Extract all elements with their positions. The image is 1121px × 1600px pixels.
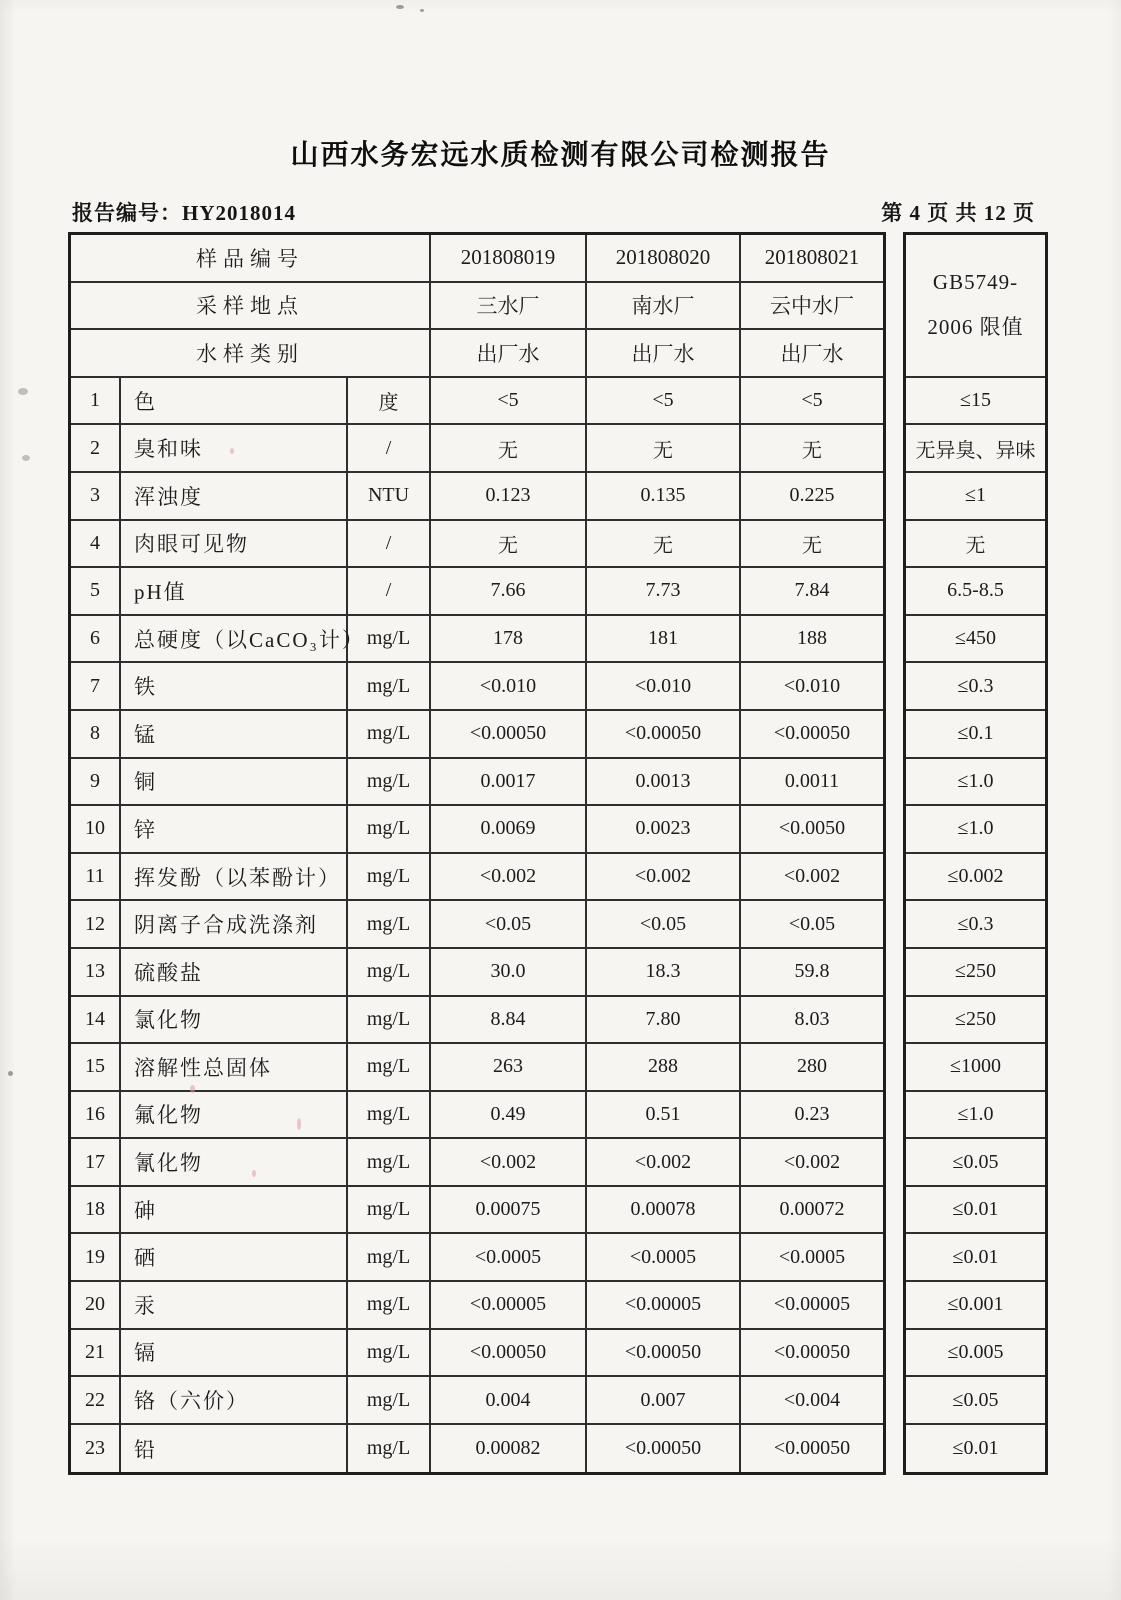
parameter-unit: mg/L: [348, 1092, 431, 1138]
parameter-unit: /: [348, 521, 431, 567]
sample2-value: <0.010: [587, 663, 741, 709]
scan-speck: [230, 448, 234, 454]
parameter-unit: mg/L: [348, 1425, 431, 1473]
sample1-value: 30.0: [431, 949, 587, 995]
sample1-value: 0.0069: [431, 806, 587, 852]
parameter-unit: mg/L: [348, 806, 431, 852]
sample3-value: <0.00050: [773, 1437, 851, 1460]
sample3-value: 无: [802, 534, 822, 557]
sample2-value: 181: [587, 616, 741, 662]
row-index: 5: [71, 568, 121, 614]
row-index: 16: [71, 1092, 121, 1138]
sample-number: 201808020: [587, 235, 741, 281]
table-row: [71, 1092, 883, 1140]
header-label: 采样地点: [71, 283, 431, 329]
sample2-value: 0.0013: [587, 759, 741, 805]
report-meta-row: [72, 197, 1035, 227]
sample3-value: 7.84: [794, 579, 830, 602]
sample1-value: <0.0005: [431, 1234, 587, 1280]
parameter-name: 氯化物: [121, 997, 348, 1043]
sample2-value: <0.05: [587, 901, 741, 947]
row-index: 8: [71, 711, 121, 757]
parameter-name: 氟化物: [121, 1092, 348, 1138]
table-row: [71, 1139, 883, 1187]
parameter-name: 臭和味: [121, 425, 348, 471]
sample3-value: 0.00072: [779, 1198, 845, 1221]
sample2-value: 7.80: [587, 997, 741, 1043]
parameter-name: pH值: [121, 568, 348, 614]
sample1-value: <0.010: [431, 663, 587, 709]
parameter-unit: NTU: [348, 473, 431, 519]
table-row: [71, 949, 883, 997]
row-index: 20: [71, 1282, 121, 1328]
limit-value: ≤0.01: [906, 1234, 1045, 1282]
table-row: [71, 759, 883, 807]
table-row: [71, 378, 883, 426]
parameter-unit: mg/L: [348, 1330, 431, 1376]
sample1-value: 0.0017: [431, 759, 587, 805]
sample1-value: 178: [431, 616, 587, 662]
report-number: 报告编号：HY2018014: [72, 201, 296, 225]
parameter-name: 肉眼可见物: [121, 521, 348, 567]
table-row: [71, 568, 883, 616]
row-index: 4: [71, 521, 121, 567]
parameter-name: 阴离子合成洗涤剂: [121, 901, 348, 947]
parameter-name: 硒: [121, 1234, 348, 1280]
sample2-value: <5: [587, 378, 741, 424]
parameter-name: 铁: [121, 663, 348, 709]
parameter-name: 溶解性总固体: [121, 1044, 348, 1090]
row-index: 9: [71, 759, 121, 805]
sample3-value: 0.0011: [784, 769, 840, 792]
parameter-name: 总硬度（以CaCO₃计）: [121, 616, 348, 662]
limit-value: ≤1.0: [906, 806, 1045, 854]
sample1-value: <0.002: [431, 854, 587, 900]
sample1-value: 0.123: [431, 473, 587, 519]
sample1-value: 无: [431, 521, 587, 567]
limit-value: ≤1000: [906, 1044, 1045, 1092]
parameter-unit: mg/L: [348, 901, 431, 947]
row-index: 1: [71, 378, 121, 424]
sample1-value: <5: [431, 378, 587, 424]
sample3-value: 59.8: [794, 960, 830, 983]
sample3-value: 0.225: [789, 484, 835, 507]
table-row: [71, 901, 883, 949]
limit-value: ≤0.3: [906, 901, 1045, 949]
table-row: [71, 521, 883, 569]
results-table: [68, 232, 1048, 1475]
sample3-value: <0.00005: [773, 1293, 851, 1316]
sample3-value: 无: [802, 439, 822, 462]
limit-value: ≤0.05: [906, 1377, 1045, 1425]
table-row: [71, 1425, 883, 1473]
limit-value: 6.5-8.5: [906, 568, 1045, 616]
header-row: [71, 283, 883, 331]
limit-value: ≤0.1: [906, 711, 1045, 759]
table-row: [71, 1187, 883, 1235]
sample2-value: 无: [587, 521, 741, 567]
parameter-name: 镉: [121, 1330, 348, 1376]
row-index: 11: [71, 854, 121, 900]
row-index: 13: [71, 949, 121, 995]
sample2-value: 无: [587, 425, 741, 471]
limit-standard-header: [906, 235, 1045, 378]
sample2-value: 0.135: [587, 473, 741, 519]
scan-speck: [22, 455, 30, 461]
parameter-unit: mg/L: [348, 663, 431, 709]
sample1-value: <0.00050: [431, 711, 587, 757]
table-row: [71, 1330, 883, 1378]
limit-value: ≤0.002: [906, 854, 1045, 902]
scan-speck: [297, 1118, 301, 1130]
limit-value: ≤15: [906, 378, 1045, 426]
sample1-value: 0.00082: [431, 1425, 587, 1473]
sample2-value: <0.00050: [587, 1425, 741, 1473]
table-separator: [886, 232, 903, 1475]
sample1-value: <0.05: [431, 901, 587, 947]
scan-speck: [8, 1071, 13, 1076]
sampling-site: 云中水厂: [770, 294, 854, 319]
row-index: 7: [71, 663, 121, 709]
sample-number: 201808019: [431, 235, 587, 281]
parameter-name: 浑浊度: [121, 473, 348, 519]
sample2-value: 0.007: [587, 1377, 741, 1423]
parameter-unit: 度: [348, 378, 431, 424]
limit-standard-line2: 2006 限值: [927, 314, 1024, 339]
row-index: 10: [71, 806, 121, 852]
page-indicator: 第 4 页 共 12 页: [881, 201, 1035, 225]
sample3-value: <0.010: [783, 674, 841, 697]
parameter-unit: mg/L: [348, 1234, 431, 1280]
sample2-value: <0.0005: [587, 1234, 741, 1280]
parameter-unit: mg/L: [348, 1282, 431, 1328]
parameter-unit: mg/L: [348, 1139, 431, 1185]
limit-value: 无: [906, 521, 1045, 569]
page-title: 山西水务宏远水质检测有限公司检测报告: [290, 139, 831, 170]
table-row: [71, 806, 883, 854]
limit-value: ≤0.01: [906, 1187, 1045, 1235]
sample1-value: 7.66: [431, 568, 587, 614]
sample2-value: <0.002: [587, 1139, 741, 1185]
row-index: 12: [71, 901, 121, 947]
limit-value: ≤250: [906, 949, 1045, 997]
row-index: 22: [71, 1377, 121, 1423]
parameter-unit: mg/L: [348, 949, 431, 995]
table-row: [71, 1282, 883, 1330]
scan-speck: [18, 388, 28, 395]
header-label: 样品编号: [71, 235, 431, 281]
sample3-value: <0.05: [788, 912, 836, 935]
parameter-name: 挥发酚（以苯酚计）: [121, 854, 348, 900]
sample2-value: <0.00005: [587, 1282, 741, 1328]
sample2-value: 18.3: [587, 949, 741, 995]
scan-speck: [396, 5, 404, 9]
sample3-value: 188: [797, 627, 827, 650]
parameters-table: [68, 232, 886, 1475]
parameter-unit: /: [348, 425, 431, 471]
parameter-name: 汞: [121, 1282, 348, 1328]
sample2-value: <0.002: [587, 854, 741, 900]
parameter-name: 硫酸盐: [121, 949, 348, 995]
limit-value: ≤1.0: [906, 1092, 1045, 1140]
limit-value: ≤450: [906, 616, 1045, 664]
sample1-value: <0.002: [431, 1139, 587, 1185]
row-index: 2: [71, 425, 121, 471]
row-index: 23: [71, 1425, 121, 1473]
sample1-value: 263: [431, 1044, 587, 1090]
parameter-name: 砷: [121, 1187, 348, 1233]
parameter-name: 锰: [121, 711, 348, 757]
sample1-value: <0.00050: [431, 1330, 587, 1376]
scan-speck: [190, 1085, 195, 1093]
scan-speck: [420, 9, 424, 12]
sample3-value: <0.002: [783, 1150, 841, 1173]
parameter-unit: mg/L: [348, 616, 431, 662]
sample3-value: 280: [797, 1055, 827, 1078]
limit-column: [903, 232, 1048, 1475]
limit-value: ≤0.001: [906, 1282, 1045, 1330]
sample2-value: <0.00050: [587, 1330, 741, 1376]
scan-speck: [252, 1170, 256, 1177]
sample3-value: <0.00050: [773, 1340, 851, 1363]
sample2-value: 288: [587, 1044, 741, 1090]
sample3-value: 8.03: [794, 1007, 830, 1030]
table-row: [71, 616, 883, 664]
parameter-name: 铬（六价）: [121, 1377, 348, 1423]
sample-category: 出厂水: [431, 330, 587, 376]
header-label: 水样类别: [71, 330, 431, 376]
row-index: 21: [71, 1330, 121, 1376]
header-row: [71, 330, 883, 378]
parameter-unit: mg/L: [348, 854, 431, 900]
row-index: 15: [71, 1044, 121, 1090]
parameter-unit: mg/L: [348, 759, 431, 805]
parameter-name: 色: [121, 378, 348, 424]
sample3-value: <0.0050: [778, 817, 846, 840]
sample1-value: <0.00005: [431, 1282, 587, 1328]
table-row: [71, 854, 883, 902]
row-index: 14: [71, 997, 121, 1043]
sample2-value: 0.0023: [587, 806, 741, 852]
sample3-value: 0.23: [794, 1102, 830, 1125]
row-index: 19: [71, 1234, 121, 1280]
limit-value: 无异臭、异味: [906, 425, 1045, 473]
table-row: [71, 1234, 883, 1282]
sample-category: 出厂水: [780, 341, 844, 366]
sample1-value: 0.004: [431, 1377, 587, 1423]
row-index: 18: [71, 1187, 121, 1233]
sample3-value: <0.002: [783, 865, 841, 888]
parameter-unit: mg/L: [348, 1187, 431, 1233]
limit-value: ≤0.05: [906, 1139, 1045, 1187]
parameter-name: 氰化物: [121, 1139, 348, 1185]
parameter-unit: mg/L: [348, 997, 431, 1043]
sample3-value: <5: [801, 389, 823, 412]
sample1-value: 无: [431, 425, 587, 471]
limit-value: ≤0.005: [906, 1330, 1045, 1378]
row-index: 17: [71, 1139, 121, 1185]
parameter-unit: mg/L: [348, 711, 431, 757]
parameter-name: 铜: [121, 759, 348, 805]
sample2-value: 7.73: [587, 568, 741, 614]
limit-standard-line1: GB5749-: [932, 269, 1019, 294]
parameter-unit: mg/L: [348, 1044, 431, 1090]
table-row: [71, 1377, 883, 1425]
sample3-value: <0.00050: [773, 722, 851, 745]
row-index: 3: [71, 473, 121, 519]
parameter-unit: mg/L: [348, 1377, 431, 1423]
sample2-value: 0.00078: [587, 1187, 741, 1233]
table-row: [71, 711, 883, 759]
table-row: [71, 663, 883, 711]
table-row: [71, 997, 883, 1045]
table-row: [71, 473, 883, 521]
row-index: 6: [71, 616, 121, 662]
sample1-value: 8.84: [431, 997, 587, 1043]
sampling-site: 三水厂: [431, 283, 587, 329]
sample1-value: 0.49: [431, 1092, 587, 1138]
sample-number: 201808021: [764, 245, 860, 270]
sample2-value: <0.00050: [587, 711, 741, 757]
sampling-site: 南水厂: [587, 283, 741, 329]
sample3-value: <0.004: [783, 1388, 841, 1411]
limit-value: ≤1: [906, 473, 1045, 521]
limit-value: ≤0.01: [952, 1437, 999, 1460]
table-row: [71, 425, 883, 473]
sample-category: 出厂水: [587, 330, 741, 376]
sample1-value: 0.00075: [431, 1187, 587, 1233]
sample2-value: 0.51: [587, 1092, 741, 1138]
parameter-name: 锌: [121, 806, 348, 852]
header-row: [71, 235, 883, 283]
limit-value: ≤1.0: [906, 759, 1045, 807]
limit-value: ≤0.3: [906, 663, 1045, 711]
sample3-value: <0.0005: [778, 1245, 846, 1268]
parameter-unit: /: [348, 568, 431, 614]
parameter-name: 铅: [121, 1425, 348, 1473]
limit-value: ≤250: [906, 997, 1045, 1045]
